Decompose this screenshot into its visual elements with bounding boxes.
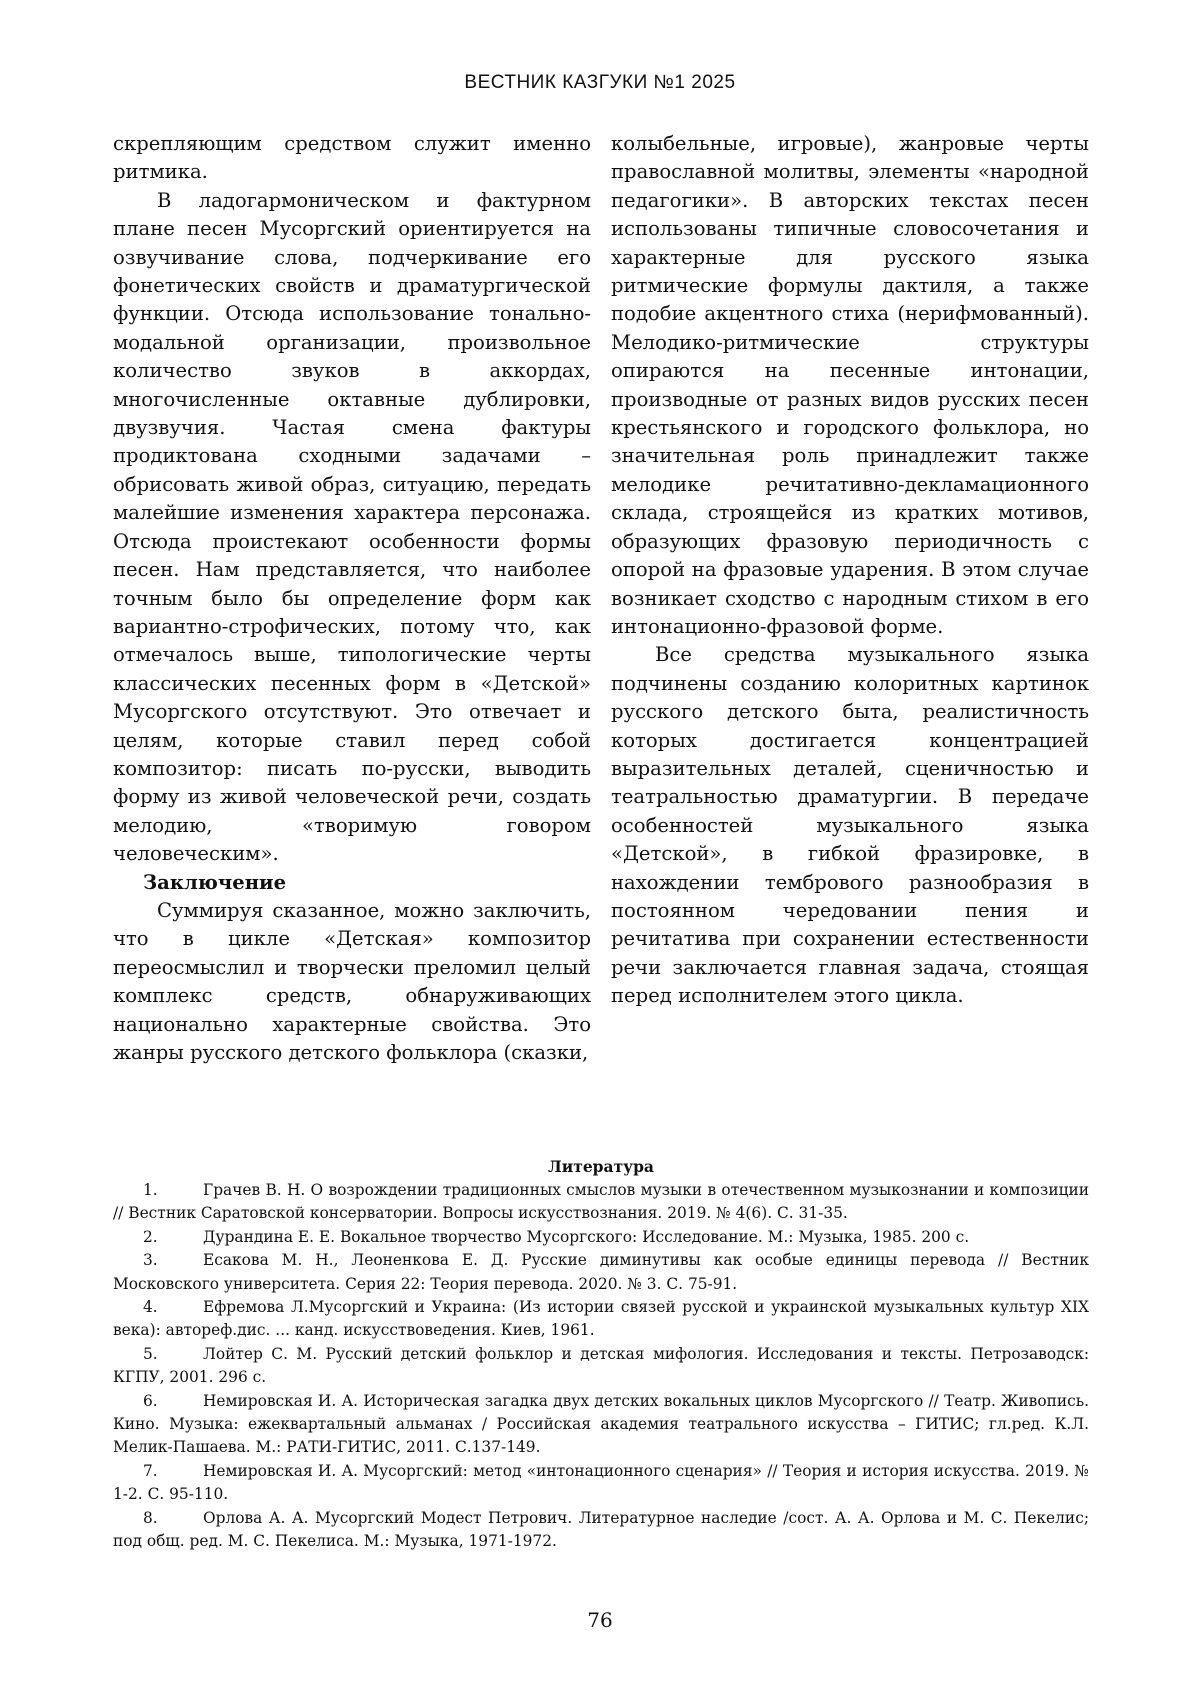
reference-number: 5. bbox=[143, 1344, 158, 1363]
reference-text: Немировская И. А. Историческая загадка двух детских вокальных циклов Мусоргского // Театр. Живопись. Кино. Музыка: ежеквартальный альманах / Российская академия театрального искусства – ГИТИС; гл.ред. К.Л. Мелик-Пашаева. М.: РАТИ-ГИТИС, 2011. С.137-149. bbox=[113, 1391, 1089, 1457]
paragraph: Суммируя сказанное, можно заключить, что в цикле «Детская» композитор переосмыслил и творчески преломил целый комплекс средств, обнаруживающих национально характерные свойства. Это жанры русского детского фольклора (сказки, bbox=[113, 898, 591, 1064]
reference-item bbox=[113, 1507, 1089, 1554]
running-title: ВЕСТНИК КАЗГУКИ №1 2025 bbox=[464, 72, 736, 93]
reference-text: Грачев В. Н. О возрождении традиционных смыслов музыки в отечественном музыкознании и композиции // Вестник Саратовской консерватории. Вопросы искусствознания. 2019. № 4(6). С. 31-35. bbox=[113, 1181, 1089, 1223]
reference-item bbox=[113, 1390, 1089, 1460]
reference-number: 1. bbox=[143, 1181, 158, 1199]
references-title: Литература bbox=[548, 1157, 654, 1176]
reference-item bbox=[113, 1179, 1089, 1226]
reference-text: Дурандина Е. Е. Вокальное творчество Мусоргского: Исследование. М.: Музыка, 1985. 200 с. bbox=[203, 1227, 970, 1246]
paragraph: В ладогармоническом и фактурном плане песен Мусоргский ориентируется на озвучивание слова, подчеркивание его фонетических свойств и драматургической функции. Отсюда использование тонально-модальной организации, произвольное количество звуков в аккордах, многочисленные октавные дублировки, двузвучия. Частая смена фактуры продиктована сходными задачами – обрисовать живой образ, ситуацию, передать малейшие изменения характера персонажа. Отсюда проистекают особенности формы песен. Нам представляется, что наиболее точным было бы определение форм как вариантно-строфических, потому что, как отмечалось выше, типологические черты классических песенных форм в «Детской» Мусоргского отсутствуют. Это отвечает и целям, которые ставил перед собой композитор: писать по-русски, выводить форму из живой человеческой речи, создать мелодию, «творимую говором человеческим». bbox=[113, 188, 591, 866]
reference-text: Лойтер С. М. Русский детский фольклор и детская мифология. Исследования и тексты. Петрозаводск: КГПУ, 2001. 296 с. bbox=[113, 1344, 1089, 1387]
reference-text: Есакова М. Н., Леоненкова Е. Д. Русские диминутивы как особые единицы перевода // Вестник Московского университета. Серия 22: Теория перевода. 2020. № 3. С. 75-91. bbox=[113, 1251, 1089, 1293]
right-column bbox=[611, 130, 1089, 1067]
paragraph: скрепляющим средством служит именно ритмика. bbox=[113, 132, 591, 184]
references-section bbox=[113, 1156, 1089, 1554]
page-number: 76 bbox=[587, 1608, 613, 1632]
reference-text: Ефремова Л.Мусоргский и Украина: (Из истории связей русской и украинской музыкальных культур XIX века): автореф.дис. ... канд. искусствоведения. Киев, 1961. bbox=[113, 1298, 1089, 1340]
reference-number: 8. bbox=[143, 1508, 158, 1527]
reference-item bbox=[113, 1249, 1089, 1296]
reference-text: Орлова А. А. Мусоргский Модест Петрович. Литературное наследие /сост. А. А. Орлова и М. С. Пекелис; под общ. ред. М. С. Пекелиса. М.: Музыка, 1971-1972. bbox=[113, 1508, 1089, 1551]
reference-number: 4. bbox=[143, 1298, 158, 1317]
section-heading: Заключение bbox=[143, 870, 287, 894]
reference-item bbox=[113, 1226, 1089, 1249]
reference-text: Немировская И. А. Мусоргский: метод «интонационного сценария» // Теория и история искусства. 2019. № 1-2. С. 95-110. bbox=[113, 1461, 1089, 1504]
paragraph: Все средства музыкального языка подчинены созданию колоритных картинок русского детского быта, реалистичность которых достигается концентрацией выразительных деталей, сценичностью и театральностью драматургии. В передаче особенностей музыкального языка «Детской», в гибкой фразировке, в нахождении тембрового разнообразия в постоянном чередовании пения и речитатива при сохранении естественности речи заключается главная задача, стоящая перед исполнителем этого цикла. bbox=[611, 643, 1089, 1008]
reference-item bbox=[113, 1343, 1089, 1390]
reference-item bbox=[113, 1460, 1089, 1507]
left-column bbox=[113, 130, 591, 1067]
paragraph: колыбельные, игровые), жанровые черты православной молитвы, элементы «народной педагогики». В авторских текстах песен использованы типичные словосочетания и характерные для русского языка ритмические формулы дактиля, а также подобие акцентного стиха (нерифмованный). Мелодико-ритмические структуры опираются на песенные интонации, производные от разных видов русских песен крестьянского и городского фольклора, но значительная роль принадлежит также мелодике речитативно-декламационного склада, строящейся из кратких мотивов, образующих фразовую периодичность с опорой на фразовые ударения. В этом случае возникает сходство с народным стихом в его интонационно-фразовой форме. bbox=[611, 132, 1089, 638]
reference-number: 2. bbox=[143, 1227, 158, 1246]
article-body bbox=[113, 130, 1089, 1067]
reference-number: 7. bbox=[143, 1461, 158, 1480]
reference-number: 6. bbox=[143, 1391, 158, 1410]
reference-item bbox=[113, 1296, 1089, 1343]
reference-number: 3. bbox=[143, 1251, 158, 1270]
